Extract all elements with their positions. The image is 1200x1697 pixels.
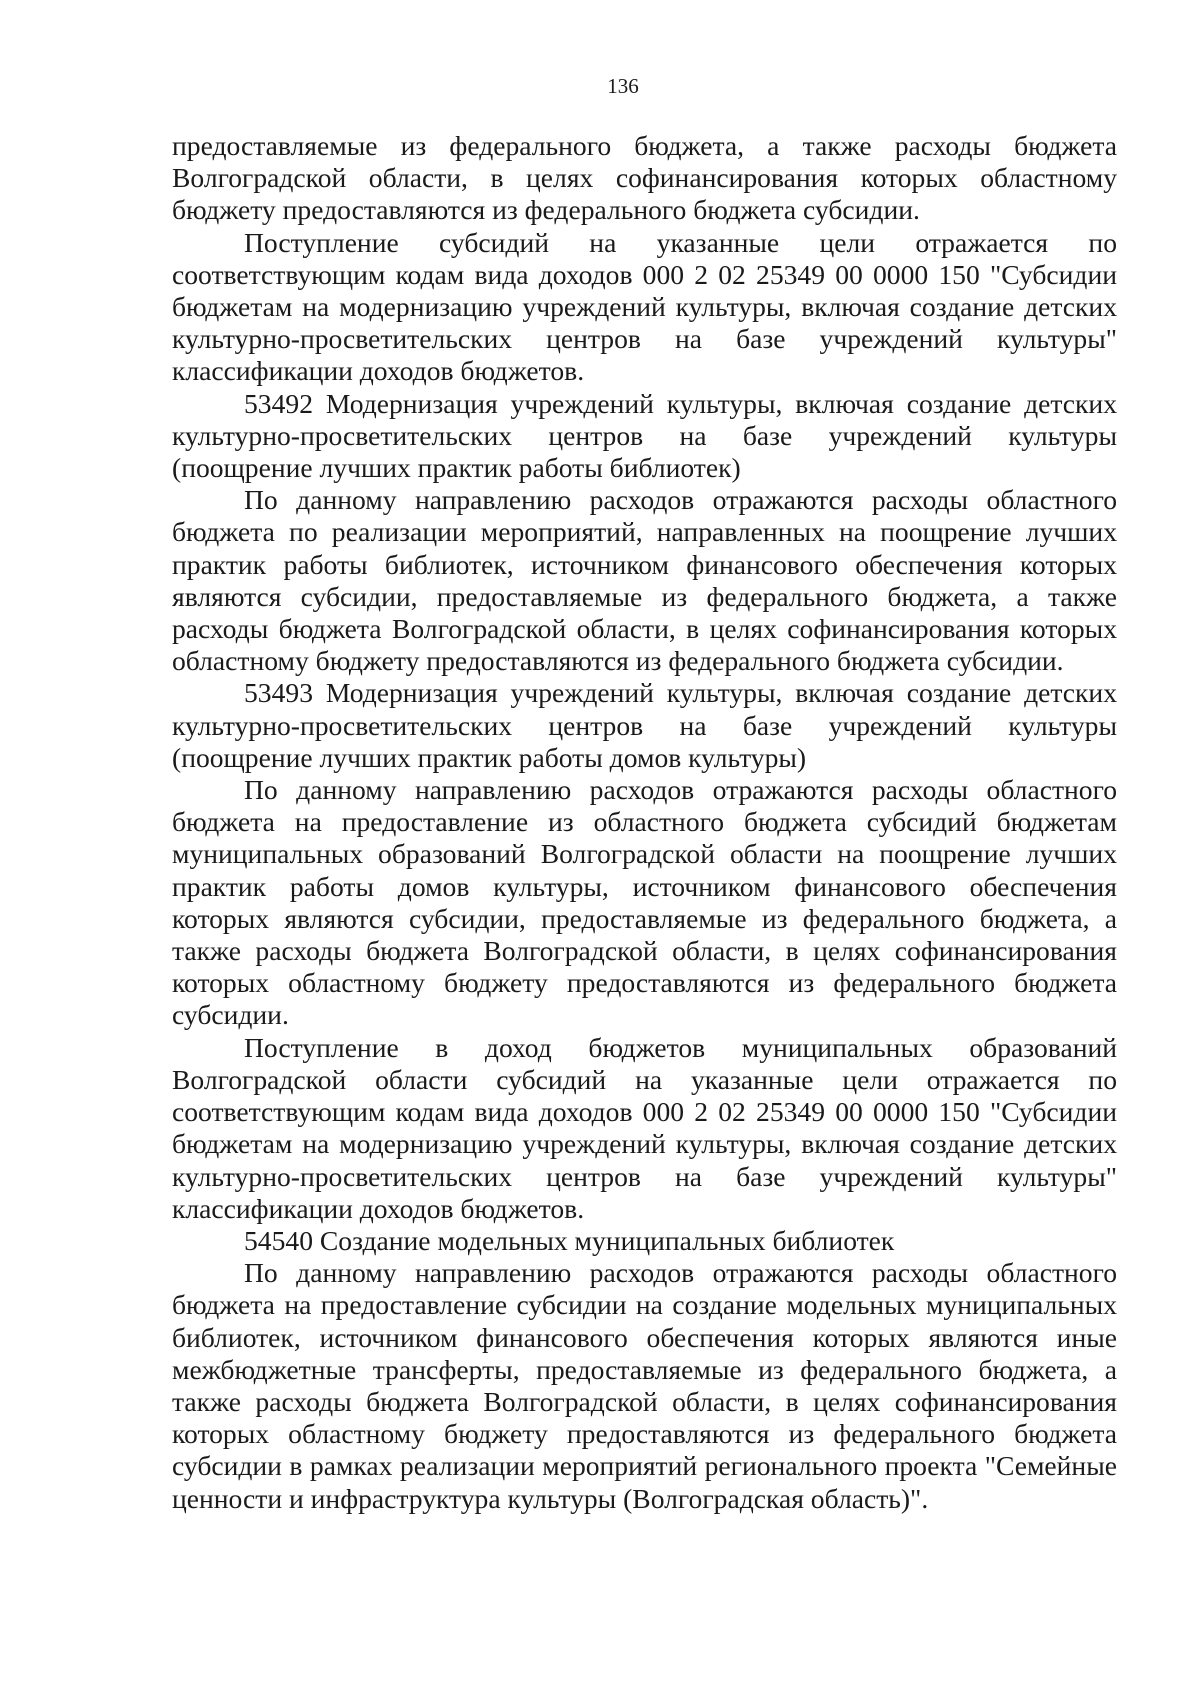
paragraph-53493-description: По данному направлению расходов отражаются расходы областного бюджета на предоставление из областного бюджета субсидий бюджетам муниципальных образований Волгоградской области на поощрение лучших практик работы домов культуры, источником финансового обеспечения которых являются субсидии, предоставляемые из федерального бюджета, а также расходы бюджета Волгоградской области, в целях софинансирования которых областному бюджету предоставляются из федерального бюджета субсидии. (172, 774, 1117, 1031)
document-body (172, 130, 1117, 1515)
heading-53493: 53493 Модернизация учреждений культуры, включая создание детских культурно-просветительских центров на базе учреждений культуры (поощрение лучших практик работы домов культуры) (172, 677, 1117, 773)
page-number: 136 (607, 74, 639, 98)
paragraph-revenue-receipt: Поступление субсидий на указанные цели отражается по соответствующим кодам вида доходов 000 2 02 25349 00 0000 150 "Субсидии бюджетам на модернизацию учреждений культуры, включая создание детских культурно-просветительских центров на базе учреждений культуры" классификации доходов бюджетов. (172, 226, 1117, 387)
paragraph-continuation: предоставляемые из федерального бюджета, а также расходы бюджета Волгоградской области, в целях софинансирования которых областному бюджету предоставляются из федерального бюджета субсидии. (172, 130, 1117, 226)
paragraph-54540-description: По данному направлению расходов отражаются расходы областного бюджета на предоставление субсидии на создание модельных муниципальных библиотек, источником финансового обеспечения которых являются иные межбюджетные трансферты, предоставляемые из федерального бюджета, а также расходы бюджета Волгоградской области, в целях софинансирования которых областному бюджету предоставляются из федерального бюджета субсидии в рамках реализации мероприятий регионального проекта "Семейные ценности и инфраструктура культуры (Волгоградская область)". (172, 1257, 1117, 1514)
paragraph-53492-description: По данному направлению расходов отражаются расходы областного бюджета по реализации мероприятий, направленных на поощрение лучших практик работы библиотек, источником финансового обеспечения которых являются субсидии, предоставляемые из федерального бюджета, а также расходы бюджета Волгоградской области, в целях софинансирования которых областному бюджету предоставляются из федерального бюджета субсидии. (172, 484, 1117, 677)
paragraph-municipal-revenue-receipt: Поступление в доход бюджетов муниципальных образований Волгоградской области субсидий на указанные цели отражается по соответствующим кодам вида доходов 000 2 02 25349 00 0000 150 "Субсидии бюджетам на модернизацию учреждений культуры, включая создание детских культурно-просветительских центров на базе учреждений культуры" классификации доходов бюджетов. (172, 1031, 1117, 1224)
heading-53492: 53492 Модернизация учреждений культуры, включая создание детских культурно-просветительских центров на базе учреждений культуры (поощрение лучших практик работы библиотек) (172, 387, 1117, 484)
heading-54540: 54540 Создание модельных муниципальных библиотек (244, 1224, 895, 1256)
